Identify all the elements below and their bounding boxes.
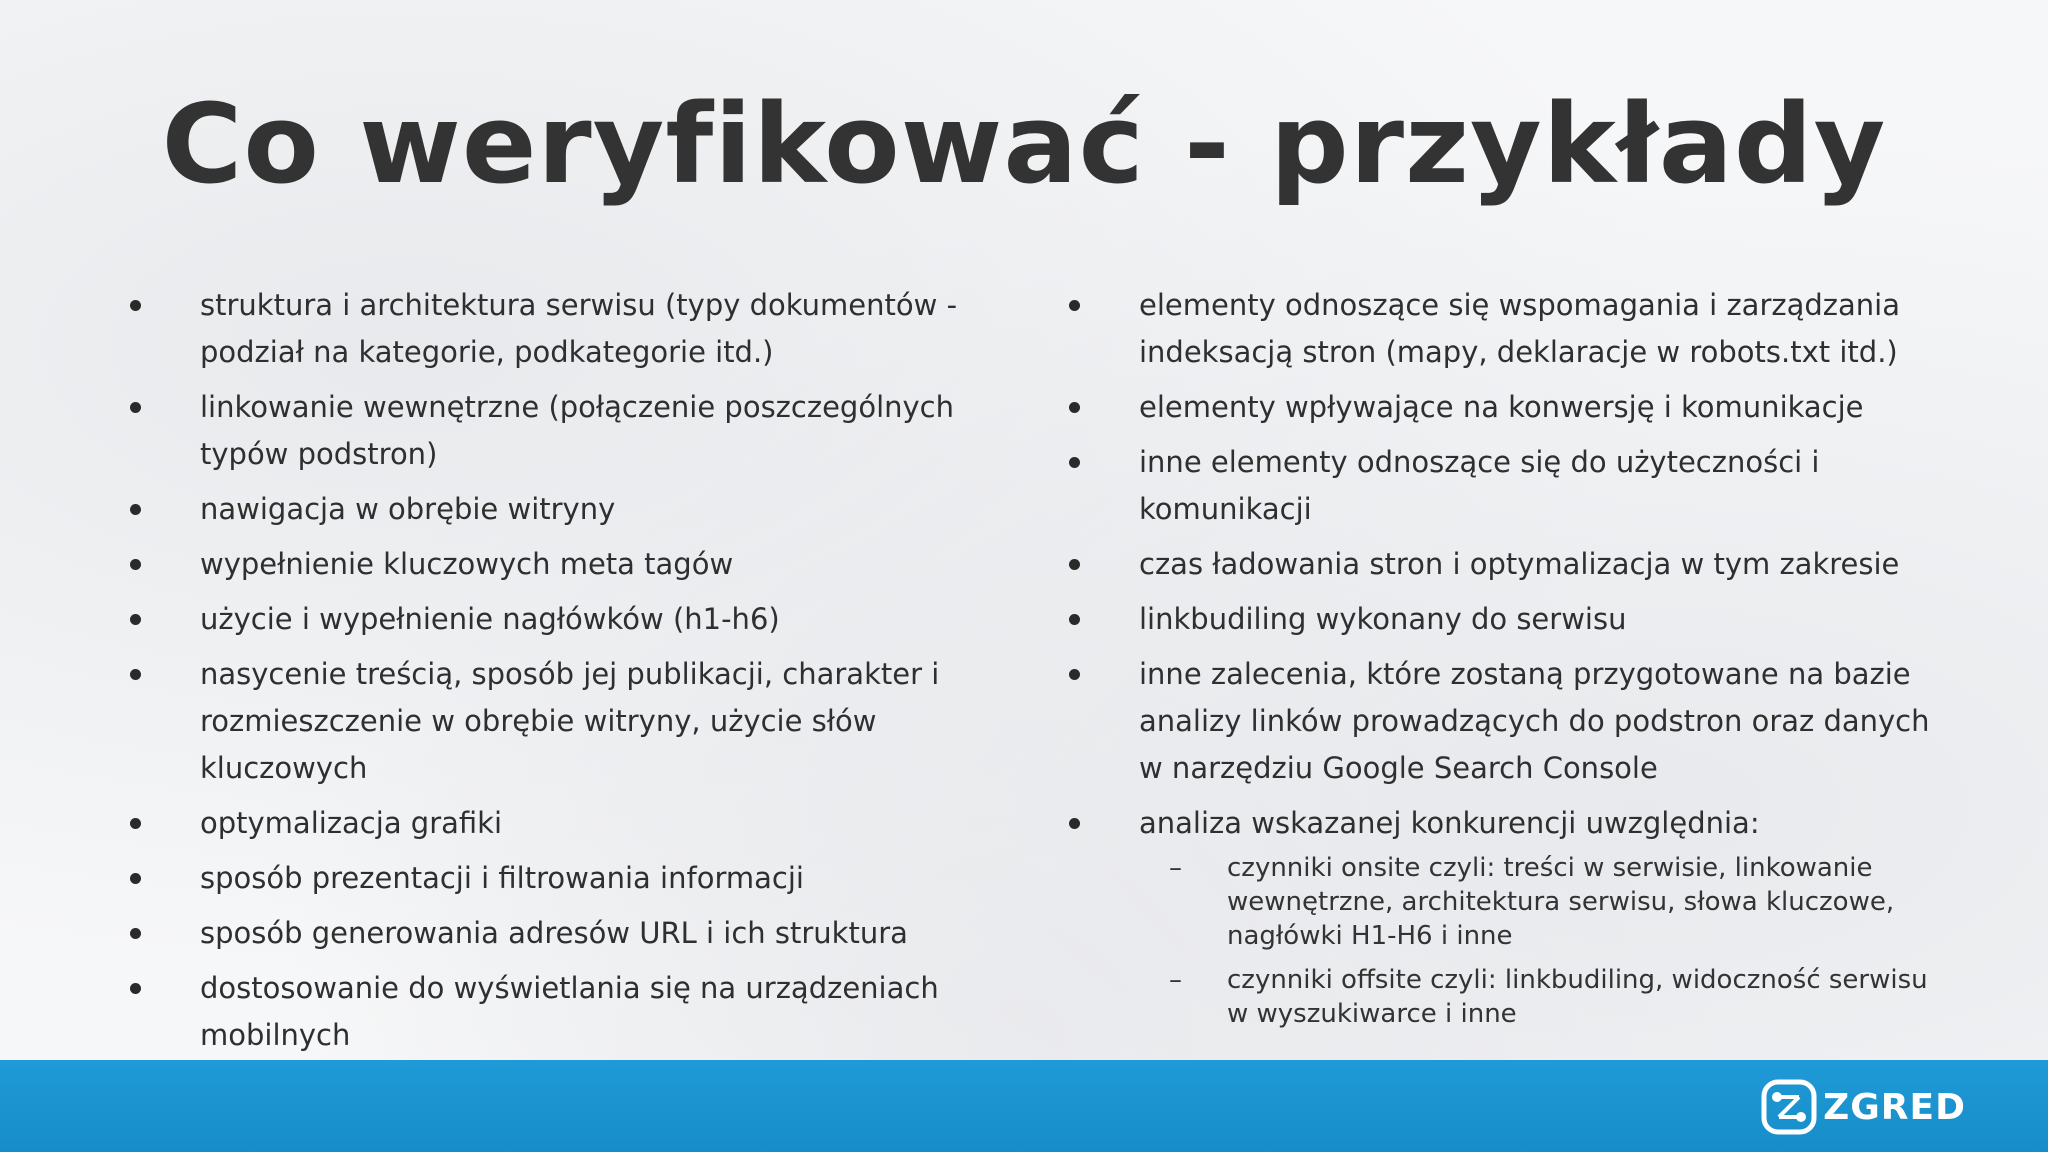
- list-item-text: linkbudiling wykonany do serwisu: [1139, 602, 1627, 636]
- list-item: [1069, 439, 1949, 533]
- bullet-icon: [130, 300, 141, 311]
- list-item: [1069, 384, 1949, 431]
- list-item-text: użycie i wypełnienie nagłówków (h1-h6): [200, 602, 780, 636]
- bullet-icon: [130, 818, 141, 829]
- page-title: Co weryfikować - przykłady: [161, 80, 1887, 208]
- sub-list-item: [1139, 851, 1949, 953]
- list-item: [130, 651, 960, 792]
- list-item: [1069, 800, 1949, 1031]
- footer-bar: [0, 1060, 2048, 1152]
- list-item-text: nawigacja w obrębie witryny: [200, 492, 616, 526]
- right-bullet-list: [1069, 282, 1949, 1041]
- bullet-icon: [1069, 457, 1080, 468]
- sub-bullet-list: [1139, 851, 1949, 1031]
- bullet-icon: [130, 983, 141, 994]
- list-item-text: czas ładowania stron i optymalizacja w tym zakresie: [1139, 547, 1900, 581]
- network-nodes-icon: [1761, 1079, 1817, 1135]
- sub-list-item: [1139, 963, 1949, 1031]
- logo-text: ZGRED: [1823, 1086, 1966, 1128]
- bullet-icon: [130, 402, 141, 413]
- list-item-text: inne zalecenia, które zostaną przygotowane na bazie analizy linków prowadzących do podstron oraz danych w narzędziu Google Search Console: [1139, 657, 1930, 785]
- list-item-text: struktura i architektura serwisu (typy dokumentów - podział na kategorie, podkategorie itd.): [200, 288, 958, 369]
- list-item-text: dostosowanie do wyświetlania się na urządzeniach mobilnych: [200, 971, 939, 1052]
- list-item: [130, 800, 960, 847]
- list-item: [130, 910, 960, 957]
- sub-list-item-text: czynniki onsite czyli: treści w serwisie, linkowanie wewnętrzne, architektura serwisu, słowa kluczowe, nagłówki H1-H6 i inne: [1227, 853, 1895, 951]
- list-item: [1069, 651, 1949, 792]
- bullet-icon: [1069, 300, 1080, 311]
- bullet-icon: [130, 873, 141, 884]
- list-item: [130, 541, 960, 588]
- bullet-icon: [130, 614, 141, 625]
- bullet-icon: [130, 669, 141, 680]
- list-item-text: inne elementy odnoszące się do użyteczności i komunikacji: [1139, 445, 1820, 526]
- list-item: [130, 486, 960, 533]
- dash-marker: –: [1169, 853, 1182, 883]
- list-item-text: sposób prezentacji i filtrowania informacji: [200, 861, 804, 895]
- list-item: [130, 855, 960, 902]
- list-item: [1069, 282, 1949, 376]
- bullet-icon: [130, 928, 141, 939]
- list-item-text: nasycenie treścią, sposób jej publikacji, charakter i rozmieszczenie w obrębie witryny, użycie słów kluczowych: [200, 657, 940, 785]
- sub-list-item-text: czynniki offsite czyli: linkbudiling, widoczność serwisu w wyszukiwarce i inne: [1227, 965, 1928, 1029]
- bullet-icon: [1069, 614, 1080, 625]
- bullet-icon: [130, 504, 141, 515]
- brand-logo: [1761, 1078, 1966, 1136]
- bullet-icon: [1069, 402, 1080, 413]
- list-item: [1069, 541, 1949, 588]
- list-item: [130, 965, 960, 1059]
- bullet-icon: [1069, 559, 1080, 570]
- list-item: [130, 384, 960, 478]
- list-item-text: sposób generowania adresów URL i ich struktura: [200, 916, 908, 950]
- dash-marker: –: [1169, 965, 1182, 995]
- list-item-text: analiza wskazanej konkurencji uwzględnia:: [1139, 806, 1760, 840]
- bullet-icon: [130, 559, 141, 570]
- list-item-text: linkowanie wewnętrzne (połączenie poszczególnych typów podstron): [200, 390, 954, 471]
- list-item-text: elementy odnoszące się wspomagania i zarządzania indeksacją stron (mapy, deklaracje w robots.txt itd.): [1139, 288, 1900, 369]
- left-bullet-list: [130, 282, 960, 1067]
- list-item-text: elementy wpływające na konwersję i komunikacje: [1139, 390, 1864, 424]
- list-item: [130, 282, 960, 376]
- list-item: [130, 596, 960, 643]
- bullet-icon: [1069, 669, 1080, 680]
- list-item-text: optymalizacja grafiki: [200, 806, 503, 840]
- list-item-text: wypełnienie kluczowych meta tagów: [200, 547, 734, 581]
- list-item: [1069, 596, 1949, 643]
- bullet-icon: [1069, 818, 1080, 829]
